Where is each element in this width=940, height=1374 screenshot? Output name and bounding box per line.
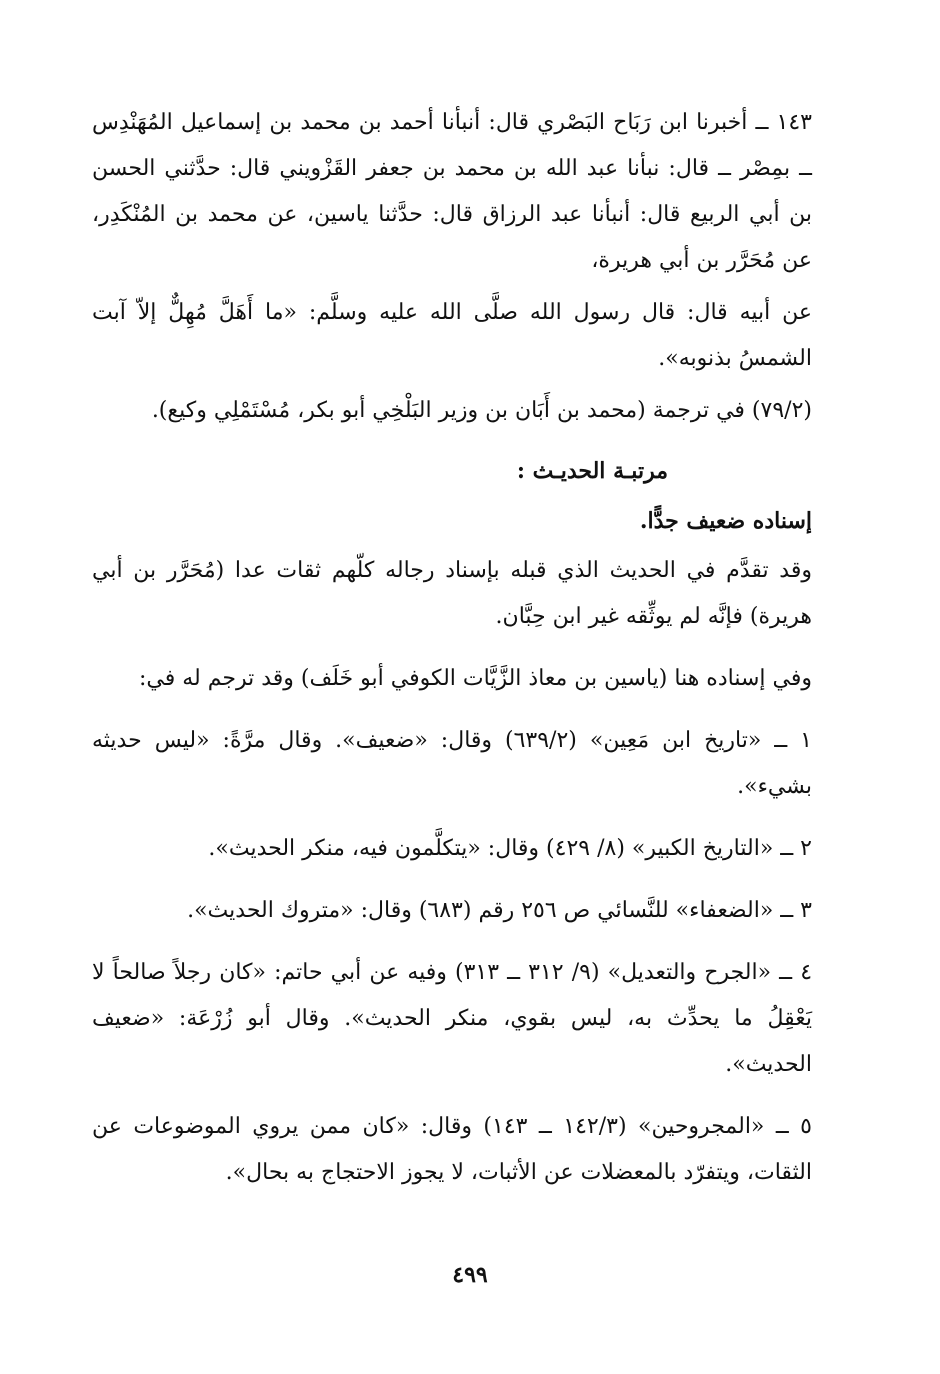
page-body [92, 100, 848, 1202]
reference-item-1: ١ ــ «تاريخ ابن مَعِين» (٦٣٩/٢) وقال: «ضعيف». وقال مرَّةً: «ليس حديثه بشيء». [92, 728, 812, 799]
discussion-paragraph-1: وقد تقدَّم في الحديث الذي قبله بإسناد رجاله كلّهم ثقات عدا (مُحَرَّر بن أبي هريرة) فإنَّه لم يوثِّقه غير ابن حِبَّان. [92, 558, 812, 629]
page-number: ٤٩٩ [452, 1262, 488, 1288]
hadith-text-paragraph: عن أبيه قال: قال رسول الله صلَّى الله عليه وسلَّم: «ما أَهَلَّ مُهِلٌّ إلاّ آبت الشمسُ بذنوبه». [92, 300, 812, 371]
reference-item-3: ٣ ــ «الضعفاء» للنَّسائي ص ٢٥٦ رقم (٦٨٣) وقال: «متروك الحديث». [187, 898, 812, 923]
hadith-isnad-paragraph: ١٤٣ ــ أخبرنا ابن رَبَاح البَصْري قال: أنبأنا أحمد بن محمد بن إسماعيل المُهَنْدِس ــ بمِصْر ــ قال: نبأنا عبد الله بن محمد بن جعفر القَزْويني قال: حدَّثني الحسن بن أبي الربيع قال: أنبأنا عبد الرزاق قال: حدَّثنا ياسين، عن محمد بن المُنْكَدِر، عن مُحَرَّر بن أبي هريرة، [92, 110, 812, 273]
discussion-paragraph-2: وفي إسناده هنا (ياسين بن معاذ الزَّيَّات الكوفي أبو خَلَف) وقد ترجم له في: [138, 666, 812, 691]
reference-item-5: ٥ ــ «المجروحين» (١٤٢/٣ ــ ١٤٣) وقال: «كان ممن يروي الموضوعات عن الثقات، ويتفرّد بالمعضلات عن الأثبات، لا يجوز الاحتجاج به بحال». [92, 1114, 812, 1185]
source-paragraph: (٧٩/٢) في ترجمة (محمد بن أَبَان بن وزير البَلْخِي أبو بكر، مُسْتَمْلِي وكيع). [151, 398, 812, 423]
hadith-grade: إسناده ضعيف جدًّا. [639, 508, 812, 534]
reference-item-4: ٤ ــ «الجرح والتعديل» (٩/ ٣١٢ ــ ٣١٣) وفيه عن أبي حاتم: «كان رجلاً صالحاً لا يَعْقِلُ ما يحدِّث به، ليس بقوي، منكر الحديث». وقال أبو زُرْعَة: «ضعيف الحديث». [92, 960, 813, 1077]
section-heading: مرتبـة الحديـث : [516, 458, 668, 484]
reference-item-2: ٢ ــ «التاريخ الكبير» (٨/ ٤٢٩) وقال: «يتكلَّمون فيه، منكر الحديث». [208, 836, 812, 861]
